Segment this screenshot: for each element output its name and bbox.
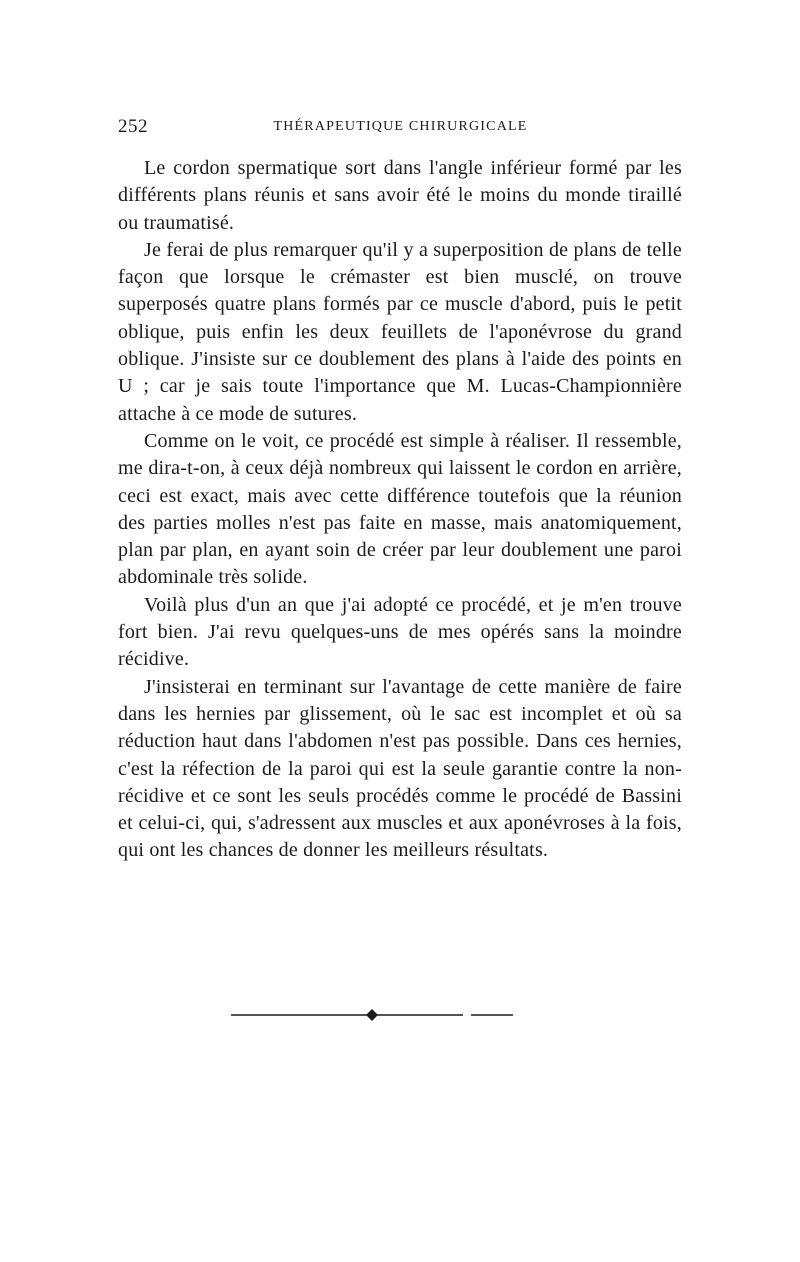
running-title: THÉRAPEUTIQUE CHIRURGICALE: [273, 119, 528, 134]
end-ornament: [231, 1007, 513, 1023]
body-text: [118, 155, 682, 865]
paragraph: Le cordon spermatique sort dans l'angle inférieur formé par les différents plans réunis et sans avoir été le moins du monde tiraillé ou traumatisé.: [118, 157, 682, 234]
diamond-rule-icon: [231, 1007, 513, 1023]
paragraph: Voilà plus d'un an que j'ai adopté ce procédé, et je m'en trouve fort bien. J'ai revu quelques-uns de mes opérés sans la moindre récidive.: [118, 593, 682, 671]
paragraph: Je ferai de plus remarquer qu'il y a superposition de plans de telle façon que lorsque le crémaster est bien musclé, on trouve superposés quatre plans formés par ce muscle d'abord, puis le petit oblique, puis enfin les deux feuillets de l'aponévrose du grand oblique. J'insiste sur ce doublement des plans à l'aide des points en U ; car je sais toute l'importance que M. Lucas-Championnière attache à ce mode de sutures.: [118, 238, 682, 425]
diamond-icon: [366, 1009, 378, 1021]
paragraph: J'insisterai en terminant sur l'avantage de cette manière de faire dans les hernies par glissement, où le sac est incomplet et où sa réduction haut dans l'abdomen n'est pas possible. Dans ces hernies, c'est la réfection de la paroi qui est la seule garantie contre la non-récidive et ce sont les seuls procédés comme le procédé de Bassini et celui-ci, qui, s'adressent aux muscles et aux aponévroses à la fois, qui ont les chances de donner les meilleurs résultats.: [118, 675, 682, 862]
page-header: [118, 116, 683, 140]
paragraph: Comme on le voit, ce procédé est simple à réaliser. Il ressemble, me dira-t-on, à ceux déjà nombreux qui laissent le cordon en arrière, ceci est exact, mais avec cette différence toutefois que la réunion des parties molles n'est pas faite en masse, mais anatomiquement, plan par plan, en ayant soin de créer par leur doublement une paroi abdominale très solide.: [118, 429, 682, 589]
page-number: 252: [118, 116, 148, 137]
